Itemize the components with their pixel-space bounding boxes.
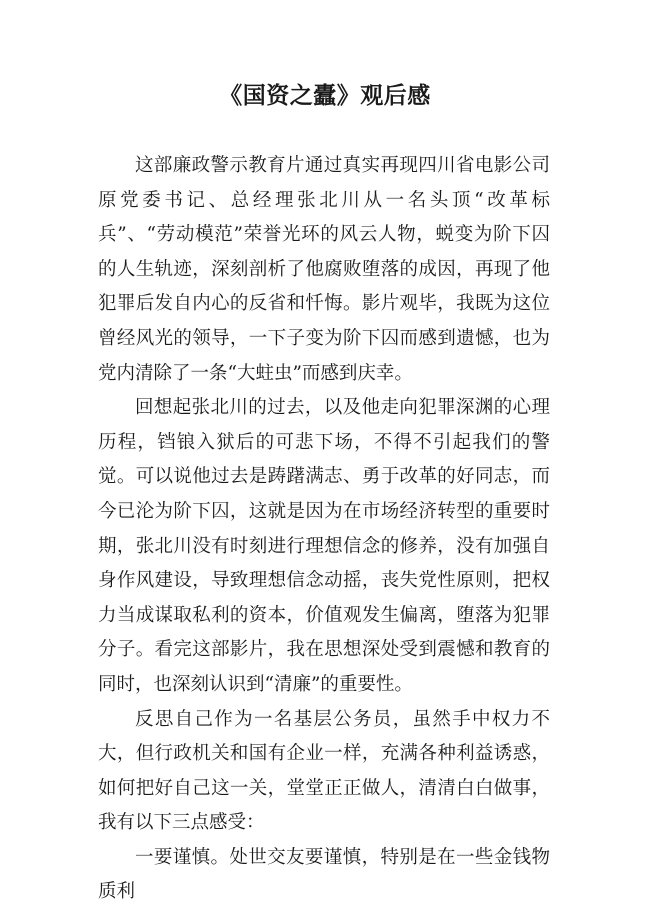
paragraph-3: 反思自己作为一名基层公务员，虽然手中权力不大，但行政机关和国有企业一样，充满各种利益诱惑，如何把好自己这一关，堂堂正正做人，清清白白做事，我有以下三点感受： [98,708,550,834]
document-title: 《国资之蠹》观后感 [219,82,431,109]
paragraph-2: 回想起张北川的过去，以及他走向犯罪深渊的心理历程，铛锒入狱后的可悲下场，不得不引起我们的警觉。可以说他过去是踌躇满志、勇于改革的好同志，而今已沦为阶下囚，这就是因为在市场经济转型的重要时期，张北川没有时刻进行理想信念的修养，没有加强自身作风建设，导致理想信念动摇，丧失党性原则，把权力当成谋取私利的资本，价值观发生偏离，堕落为犯罪分子。看完这部影片，我在思想深处受到震憾和教育的同时，也深刻认识到“清廉”的重要性。 [98,397,550,695]
document-body [98,149,550,910]
paragraph-4: 一要谨慎。处世交友要谨慎，特别是在一些金钱物质利 [98,846,550,903]
paragraph-1: 这部廉政警示教育片通过真实再现四川省电影公司原党委书记、总经理张北川从一名头顶“改革标兵”、“劳动模范”荣誉光环的风云人物，蜕变为阶下囚的人生轨迹，深刻剖析了他腐败堕落的成因，再现了他犯罪后发自内心的反省和忏悔。影片观毕，我既为这位曾经风光的领导，一下子变为阶下囚而感到遗憾，也为党内清除了一条“大蛀虫”而感到庆幸。 [98,155,550,384]
